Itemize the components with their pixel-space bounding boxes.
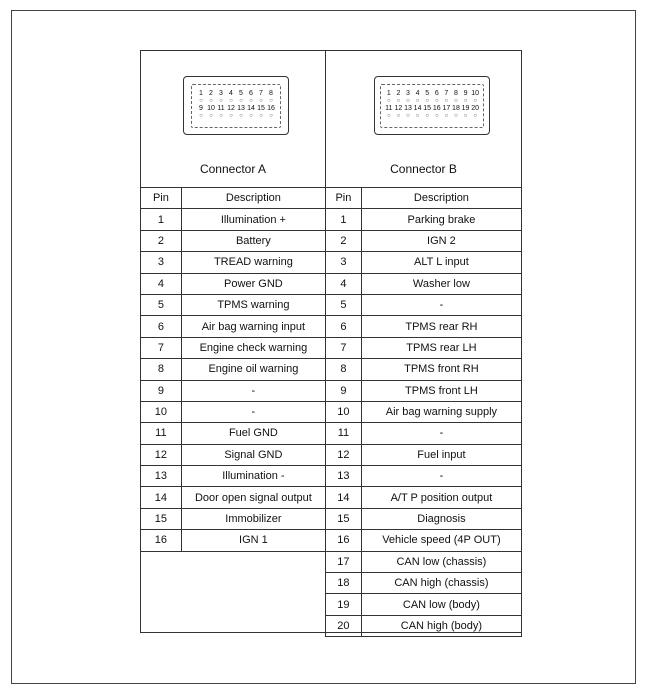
table-row: [141, 466, 326, 487]
pin-description-cell: TREAD warning: [181, 252, 325, 273]
pin-label: 1: [199, 90, 203, 97]
pin-description-cell: CAN high (body): [361, 615, 521, 636]
pin-label: 4: [229, 90, 233, 97]
pin-contact-icon: ○: [269, 113, 273, 119]
pin-contact-icon: ○: [415, 98, 420, 104]
pin-description-cell: Battery: [181, 230, 325, 251]
pin-number-cell: 13: [141, 466, 182, 487]
connector-b-pin-table: [325, 187, 522, 637]
connector-a-pin-row-top: [196, 90, 276, 97]
table-row: [141, 209, 326, 230]
pin-contact-icon: ○: [454, 98, 458, 104]
table-row: [326, 337, 522, 358]
table-row: [141, 508, 326, 529]
pin-contact-icon: ○: [463, 98, 468, 104]
pin-column-header: Pin: [326, 188, 362, 209]
pin-number-cell: 10: [141, 401, 182, 422]
connector-a-caption: Connector A: [199, 162, 267, 176]
pin-number-cell: 11: [326, 423, 362, 444]
table-row: [141, 380, 326, 401]
pin-number-cell: 13: [326, 466, 362, 487]
pin-contact-icon: ○: [444, 113, 449, 119]
pin-label: 2: [209, 90, 213, 97]
pin-label: 8: [454, 90, 458, 97]
pin-label: 19: [461, 105, 470, 112]
pin-number-cell: 16: [141, 530, 182, 551]
connector-a-diagram: [183, 76, 289, 135]
pin-contact-icon: ○: [454, 113, 458, 119]
table-row: [141, 487, 326, 508]
pin-contact-icon: ○: [444, 98, 449, 104]
pin-number-cell: 12: [326, 444, 362, 465]
pin-label: 15: [257, 105, 265, 112]
pin-label: 14: [247, 105, 255, 112]
pin-column-header: Pin: [141, 188, 182, 209]
pin-description-cell: Washer low: [361, 273, 521, 294]
table-row: [141, 444, 326, 465]
pin-contact-icon: ○: [229, 113, 233, 119]
pin-contact-icon: ○: [415, 113, 420, 119]
pin-description-cell: -: [361, 294, 521, 315]
pin-number-cell: 8: [141, 359, 182, 380]
pin-description-cell: -: [361, 466, 521, 487]
pin-label: 7: [444, 90, 449, 97]
pin-contact-icon: ○: [396, 113, 401, 119]
pin-label: 17: [442, 105, 451, 112]
connector-a-contact-row-top: [196, 98, 276, 104]
pin-label: 9: [463, 90, 468, 97]
pin-contact-icon: ○: [425, 113, 429, 119]
pin-contact-icon: ○: [219, 113, 223, 119]
pin-description-cell: -: [361, 423, 521, 444]
table-row: [326, 273, 522, 294]
table-row: [326, 252, 522, 273]
table-row: [326, 316, 522, 337]
pin-label: 11: [385, 105, 393, 112]
pin-number-cell: 11: [141, 423, 182, 444]
pin-contact-icon: ○: [386, 113, 391, 119]
pin-label: 6: [434, 90, 439, 97]
pin-label: 1: [386, 90, 391, 97]
pin-number-cell: 8: [326, 359, 362, 380]
pin-contact-icon: ○: [406, 113, 410, 119]
connector-a-pin-row-bottom: [196, 105, 276, 112]
pin-label: 3: [219, 90, 223, 97]
table-row: [326, 359, 522, 380]
pin-description-cell: Fuel GND: [181, 423, 325, 444]
table-row: [326, 594, 522, 615]
table-row: [326, 209, 522, 230]
pin-label: 4: [415, 90, 420, 97]
pin-number-cell: 9: [141, 380, 182, 401]
pin-contact-icon: ○: [463, 113, 468, 119]
pin-number-cell: 1: [326, 209, 362, 230]
table-row: [141, 252, 326, 273]
pin-label: 9: [199, 105, 203, 112]
pin-contact-icon: ○: [209, 113, 213, 119]
table-row: [141, 273, 326, 294]
table-row: [141, 294, 326, 315]
pin-contact-icon: ○: [239, 113, 243, 119]
pin-contact-icon: ○: [386, 98, 391, 104]
table-row: [326, 423, 522, 444]
pin-description-cell: Air bag warning input: [181, 316, 325, 337]
pin-description-cell: CAN high (chassis): [361, 573, 521, 594]
pin-label: 12: [394, 105, 403, 112]
table-row: [326, 573, 522, 594]
pin-number-cell: 15: [326, 508, 362, 529]
table-row: [141, 316, 326, 337]
pin-description-cell: Vehicle speed (4P OUT): [361, 530, 521, 551]
pin-label: 8: [269, 90, 273, 97]
pin-number-cell: 15: [141, 508, 182, 529]
table-row: [326, 444, 522, 465]
table-row: [326, 230, 522, 251]
pin-description-cell: Parking brake: [361, 209, 521, 230]
pin-contact-icon: ○: [249, 113, 253, 119]
table-row: [326, 530, 522, 551]
pin-description-cell: TPMS rear LH: [361, 337, 521, 358]
pin-description-cell: Signal GND: [181, 444, 325, 465]
table-row: [141, 230, 326, 251]
pin-number-cell: 12: [141, 444, 182, 465]
pin-label: 18: [452, 105, 460, 112]
pin-description-cell: TPMS front RH: [361, 359, 521, 380]
pin-label: 16: [267, 105, 275, 112]
table-row: [326, 294, 522, 315]
table-row: [141, 337, 326, 358]
pin-description-cell: Immobilizer: [181, 508, 325, 529]
connector-b-contact-row-bottom: [384, 113, 480, 119]
pin-description-cell: TPMS front LH: [361, 380, 521, 401]
pin-contact-icon: ○: [229, 98, 233, 104]
pin-number-cell: 7: [326, 337, 362, 358]
pin-number-cell: 4: [326, 273, 362, 294]
pin-number-cell: 3: [326, 252, 362, 273]
pin-number-cell: 14: [141, 487, 182, 508]
pin-description-cell: CAN low (chassis): [361, 551, 521, 572]
pin-contact-icon: ○: [425, 98, 429, 104]
pin-label: 3: [406, 90, 410, 97]
table-row: [141, 359, 326, 380]
pin-contact-icon: ○: [269, 98, 273, 104]
pin-contact-icon: ○: [396, 98, 401, 104]
pin-number-cell: 10: [326, 401, 362, 422]
pin-description-cell: Engine oil warning: [181, 359, 325, 380]
pin-number-cell: 14: [326, 487, 362, 508]
pin-number-cell: 4: [141, 273, 182, 294]
table-row: [326, 487, 522, 508]
table-row: [326, 380, 522, 401]
pin-contact-icon: ○: [473, 98, 477, 104]
connector-pinout-sheet: [140, 50, 522, 633]
pin-description-cell: Illumination +: [181, 209, 325, 230]
connector-a-pin-table: [140, 187, 326, 552]
pin-number-cell: 5: [141, 294, 182, 315]
pin-description-cell: A/T P position output: [361, 487, 521, 508]
pin-number-cell: 1: [141, 209, 182, 230]
pin-description-cell: -: [181, 401, 325, 422]
pin-contact-icon: ○: [434, 98, 439, 104]
pin-description-cell: CAN low (body): [361, 594, 521, 615]
pin-contact-icon: ○: [473, 113, 477, 119]
table-row: [326, 508, 522, 529]
table-row: [141, 401, 326, 422]
pin-number-cell: 20: [326, 615, 362, 636]
pin-description-cell: TPMS rear RH: [361, 316, 521, 337]
pin-number-cell: 3: [141, 252, 182, 273]
table-row: [141, 423, 326, 444]
pin-description-cell: -: [181, 380, 325, 401]
connector-a-contact-row-bottom: [196, 113, 276, 119]
pin-description-cell: Air bag warning supply: [361, 401, 521, 422]
pin-number-cell: 2: [326, 230, 362, 251]
pin-number-cell: 17: [326, 551, 362, 572]
pin-label: 10: [471, 90, 480, 97]
pin-number-cell: 7: [141, 337, 182, 358]
pin-description-cell: Fuel input: [361, 444, 521, 465]
table-row: [326, 615, 522, 636]
pin-number-cell: 18: [326, 573, 362, 594]
pin-label: 11: [217, 105, 225, 112]
pin-number-cell: 5: [326, 294, 362, 315]
pin-description-cell: Illumination -: [181, 466, 325, 487]
connector-b-diagram: [374, 76, 490, 135]
pin-description-cell: IGN 1: [181, 530, 325, 551]
pin-label: 5: [239, 90, 243, 97]
pin-contact-icon: ○: [199, 113, 203, 119]
pin-label: 15: [423, 105, 432, 112]
table-header-row: [326, 188, 522, 209]
pin-contact-icon: ○: [209, 98, 213, 104]
pin-label: 13: [237, 105, 245, 112]
description-column-header: Description: [181, 188, 325, 209]
connector-b-caption: Connector B: [390, 162, 457, 176]
pin-description-cell: IGN 2: [361, 230, 521, 251]
pin-description-cell: Power GND: [181, 273, 325, 294]
connector-b-pin-row-bottom: [384, 105, 480, 112]
pin-contact-icon: ○: [219, 98, 223, 104]
pin-label: 2: [396, 90, 401, 97]
pin-label: 10: [207, 105, 215, 112]
pin-number-cell: 16: [326, 530, 362, 551]
table-header-row: [141, 188, 326, 209]
pin-contact-icon: ○: [406, 98, 410, 104]
pin-label: 12: [227, 105, 235, 112]
pin-contact-icon: ○: [239, 98, 243, 104]
connector-b-pin-row-top: [384, 90, 480, 97]
pin-description-cell: ALT L input: [361, 252, 521, 273]
pin-description-cell: Door open signal output: [181, 487, 325, 508]
table-row: [326, 551, 522, 572]
pin-label: 20: [471, 105, 480, 112]
pin-label: 14: [413, 105, 422, 112]
pin-number-cell: 6: [326, 316, 362, 337]
pin-contact-icon: ○: [259, 113, 263, 119]
connector-b-contact-row-top: [384, 98, 480, 104]
pin-number-cell: 19: [326, 594, 362, 615]
pin-description-cell: TPMS warning: [181, 294, 325, 315]
pin-contact-icon: ○: [249, 98, 253, 104]
table-row: [141, 530, 326, 551]
pin-label: 16: [432, 105, 441, 112]
pin-label: 5: [425, 90, 430, 97]
pin-contact-icon: ○: [259, 98, 263, 104]
pin-contact-icon: ○: [199, 98, 203, 104]
pin-number-cell: 2: [141, 230, 182, 251]
pin-number-cell: 6: [141, 316, 182, 337]
table-row: [326, 466, 522, 487]
pin-description-cell: Diagnosis: [361, 508, 521, 529]
pin-label: 7: [259, 90, 263, 97]
pin-contact-icon: ○: [434, 113, 439, 119]
pin-label: 13: [404, 105, 412, 112]
table-row: [326, 401, 522, 422]
pin-label: 6: [249, 90, 253, 97]
description-column-header: Description: [361, 188, 521, 209]
pin-number-cell: 9: [326, 380, 362, 401]
pin-description-cell: Engine check warning: [181, 337, 325, 358]
